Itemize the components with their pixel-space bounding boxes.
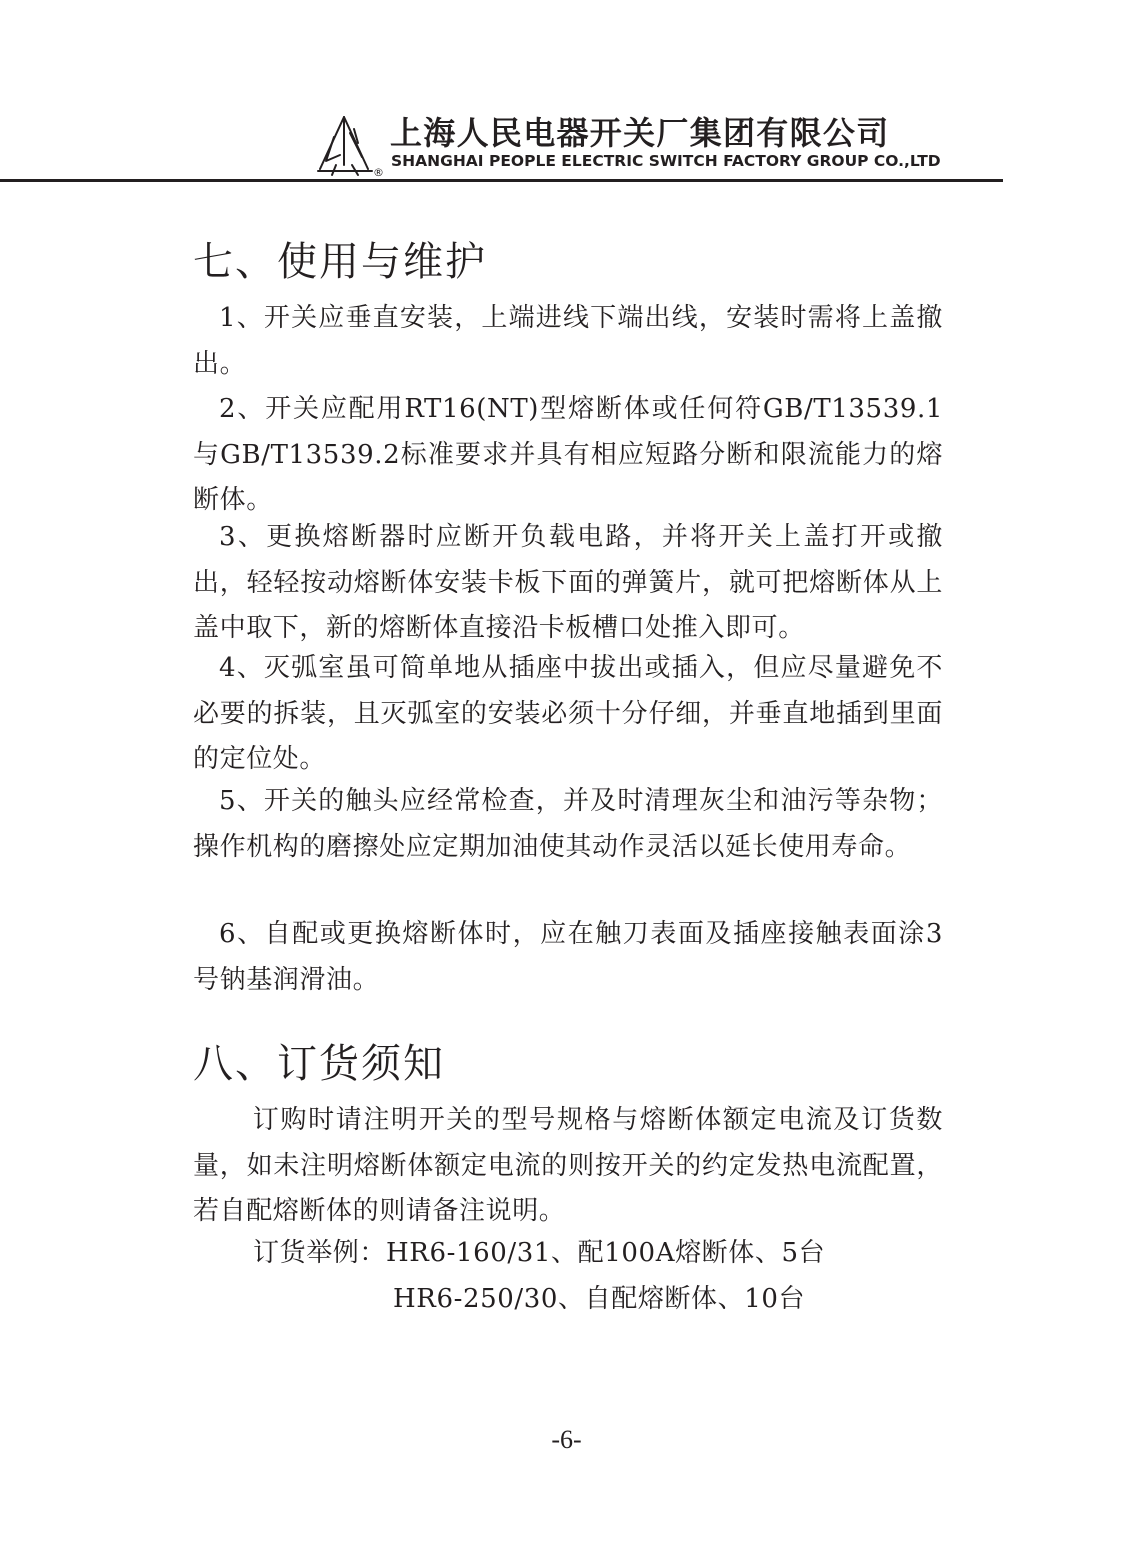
company-name-en: SHANGHAI PEOPLE ELECTRIC SWITCH FACTORY GROUP CO.,LTD <box>391 152 941 170</box>
page-number: -6- <box>551 1425 582 1454</box>
header-divider <box>0 179 1003 182</box>
section-8-paragraph: 订购时请注明开关的型号规格与熔断体额定电流及订货数量，如未注明熔断体额定电流的则按开关的约定发热电流配置，若自配熔断体的则请备注说明。 <box>193 1105 943 1226</box>
company-logo-icon <box>314 113 384 177</box>
section-7-item-1: 1、开关应垂直安装，上端进线下端出线，安装时需将上盖撤出。 <box>193 303 943 379</box>
section-7-item-2: 2、开关应配用RT16(NT)型熔断体或任何符GB/T13539.1与GB/T13539.2标准要求并具有相应短路分断和限流能力的熔断体。 <box>193 394 943 515</box>
registered-mark: ® <box>373 166 384 177</box>
order-example-line-1 <box>253 1233 825 1273</box>
section-7-item-3: 3、更换熔断器时应断开负载电路，并将开关上盖打开或撤出，轻轻按动熔断体安装卡板下面的弹簧片，就可把熔断体从上盖中取下，新的熔断体直接沿卡板槽口处推入即可。 <box>193 522 943 643</box>
order-example-line-2 <box>393 1279 805 1319</box>
company-name-cn: 上海人民电器开关厂集团有限公司 <box>390 114 890 152</box>
section-7-item-5: 5、开关的触头应经常检查，并及时清理灰尘和油污等杂物；操作机构的磨擦处应定期加油使其动作灵活以延长使用寿命。 <box>193 786 943 862</box>
section-7-item-4: 4、灭弧室虽可简单地从插座中拔出或插入，但应尽量避免不必要的拆装，且灭弧室的安装必须十分仔细，并垂直地插到里面的定位处。 <box>193 653 943 774</box>
section-7-item-6: 6、自配或更换熔断体时，应在触刀表面及插座接触表面涂3号钠基润滑油。 <box>193 919 943 995</box>
order-example-label: 订货举例： <box>253 1238 387 1268</box>
order-example-2: HR6-250/30、自配熔断体、10台 <box>393 1284 806 1314</box>
page-header <box>0 95 1133 185</box>
section-7-title: 七、使用与维护 <box>193 239 487 285</box>
order-example-1: HR6-160/31、配100A熔断体、5台 <box>386 1238 826 1268</box>
section-8-title: 八、订货须知 <box>193 1041 445 1087</box>
